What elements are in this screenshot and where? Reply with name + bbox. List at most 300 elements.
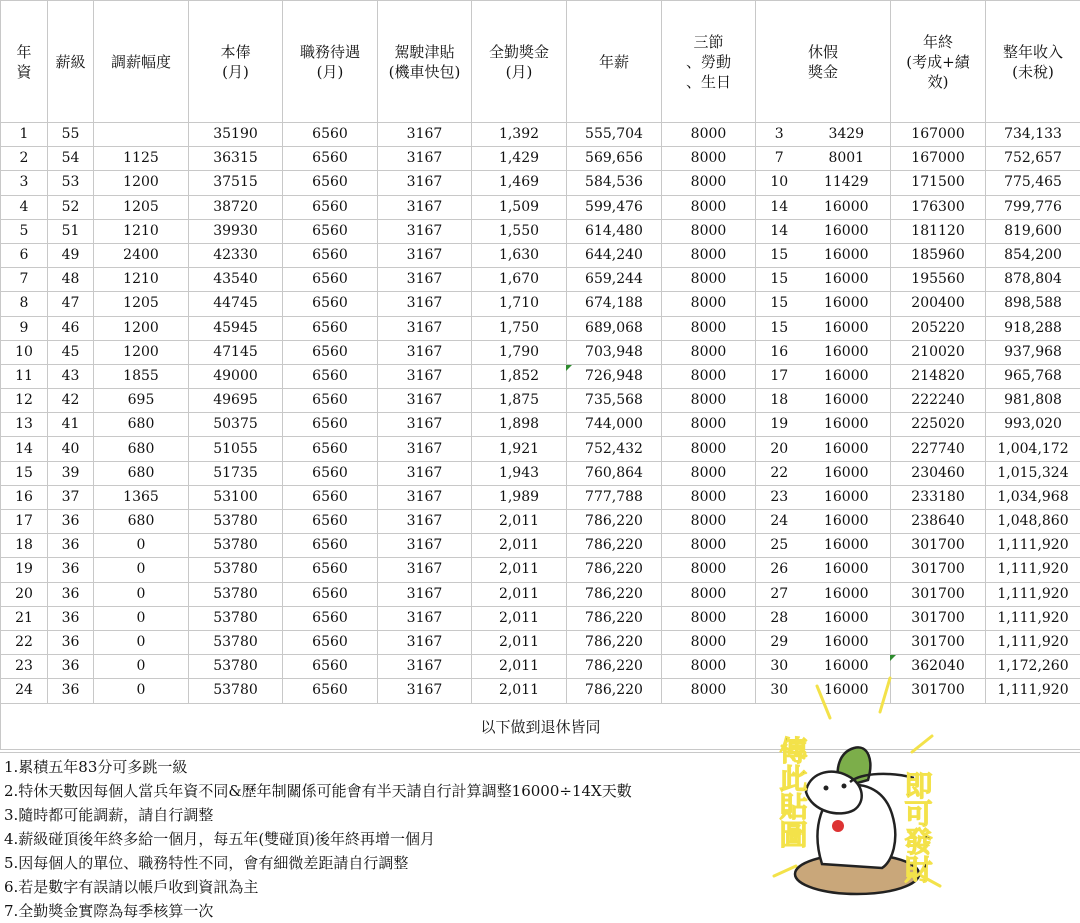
cell-years: 17 <box>1 510 48 534</box>
cell-duty-pay: 6560 <box>283 340 378 364</box>
cell-leave-amount: 8001 <box>803 147 891 171</box>
note-6: 6.若是數字有誤請以帳戶收到資訊為主 <box>4 875 258 899</box>
cell-duty-pay: 6560 <box>283 413 378 437</box>
cell-annual-salary: 726,948 <box>567 364 662 388</box>
cell-leave-amount: 16000 <box>803 195 891 219</box>
cell-base-pay: 53780 <box>189 510 283 534</box>
table-row <box>1 340 1080 364</box>
table-row <box>1 413 1080 437</box>
cell-duty-pay: 6560 <box>283 364 378 388</box>
table-row <box>1 485 1080 509</box>
cell-years: 20 <box>1 582 48 606</box>
cell-raise: 1365 <box>94 485 189 509</box>
cell-holiday-bonus: 8000 <box>662 364 756 388</box>
cell-holiday-bonus: 8000 <box>662 316 756 340</box>
cell-raise: 1200 <box>94 340 189 364</box>
cell-leave-amount: 16000 <box>803 437 891 461</box>
cell-duty-pay: 6560 <box>283 461 378 485</box>
cell-raise: 0 <box>94 630 189 654</box>
table-row <box>1 534 1080 558</box>
comment-marker <box>566 365 572 371</box>
cell-year-end-bonus: 301700 <box>891 582 986 606</box>
cell-base-pay: 51735 <box>189 461 283 485</box>
cell-year-end-bonus: 181120 <box>891 219 986 243</box>
cell-year-end-bonus: 230460 <box>891 461 986 485</box>
cell-base-pay: 53780 <box>189 606 283 630</box>
cell-years: 1 <box>1 123 48 147</box>
cell-holiday-bonus: 8000 <box>662 437 756 461</box>
cell-annual-income: 878,804 <box>986 268 1080 292</box>
cell-year-end-bonus: 301700 <box>891 606 986 630</box>
cell-attendance-bonus: 1,509 <box>472 195 567 219</box>
cell-leave-days: 16 <box>756 340 803 364</box>
cell-grade: 36 <box>48 558 94 582</box>
cell-driving-pay: 3167 <box>378 679 472 703</box>
cell-base-pay: 42330 <box>189 243 283 267</box>
cell-annual-income: 1,172,260 <box>986 655 1080 679</box>
cell-driving-pay: 3167 <box>378 582 472 606</box>
cell-attendance-bonus: 1,790 <box>472 340 567 364</box>
cell-base-pay: 49000 <box>189 364 283 388</box>
cell-grade: 53 <box>48 171 94 195</box>
cell-grade: 54 <box>48 147 94 171</box>
header-raise: 調薪幅度 <box>94 1 189 123</box>
table-row <box>1 123 1080 147</box>
cell-raise: 2400 <box>94 243 189 267</box>
sticker-bow <box>832 820 844 832</box>
cell-annual-income: 1,111,920 <box>986 606 1080 630</box>
cell-driving-pay: 3167 <box>378 123 472 147</box>
cell-raise: 0 <box>94 655 189 679</box>
cell-year-end-bonus: 225020 <box>891 413 986 437</box>
cell-duty-pay: 6560 <box>283 123 378 147</box>
cell-annual-salary: 786,220 <box>567 558 662 582</box>
cell-holiday-bonus: 8000 <box>662 268 756 292</box>
header-duty-pay: 職務待遇 (月) <box>283 1 378 123</box>
table-row <box>1 243 1080 267</box>
cell-annual-salary: 569,656 <box>567 147 662 171</box>
cell-raise: 680 <box>94 510 189 534</box>
cell-attendance-bonus: 1,921 <box>472 437 567 461</box>
cell-years: 7 <box>1 268 48 292</box>
cell-grade: 49 <box>48 243 94 267</box>
cell-leave-amount: 16000 <box>803 268 891 292</box>
cell-attendance-bonus: 1,670 <box>472 268 567 292</box>
cell-annual-salary: 555,704 <box>567 123 662 147</box>
cell-attendance-bonus: 1,429 <box>472 147 567 171</box>
cell-leave-amount: 16000 <box>803 364 891 388</box>
cell-holiday-bonus: 8000 <box>662 558 756 582</box>
cell-leave-amount: 16000 <box>803 582 891 606</box>
cell-holiday-bonus: 8000 <box>662 461 756 485</box>
comment-marker <box>890 655 896 661</box>
cell-leave-days: 25 <box>756 534 803 558</box>
cell-leave-amount: 16000 <box>803 340 891 364</box>
sticker-image <box>762 676 952 922</box>
cell-leave-amount: 16000 <box>803 655 891 679</box>
cell-annual-salary: 786,220 <box>567 630 662 654</box>
cell-driving-pay: 3167 <box>378 195 472 219</box>
cell-annual-salary: 674,188 <box>567 292 662 316</box>
cell-leave-amount: 16000 <box>803 292 891 316</box>
cell-base-pay: 39930 <box>189 219 283 243</box>
cell-driving-pay: 3167 <box>378 461 472 485</box>
cell-leave-days: 23 <box>756 485 803 509</box>
cell-driving-pay: 3167 <box>378 510 472 534</box>
cell-duty-pay: 6560 <box>283 195 378 219</box>
cell-attendance-bonus: 1,630 <box>472 243 567 267</box>
cell-grade: 52 <box>48 195 94 219</box>
cell-years: 16 <box>1 485 48 509</box>
table-row <box>1 606 1080 630</box>
table-row <box>1 630 1080 654</box>
cell-annual-income: 1,111,920 <box>986 582 1080 606</box>
cell-leave-amount: 3429 <box>803 123 891 147</box>
cell-annual-salary: 786,220 <box>567 510 662 534</box>
cell-annual-salary: 703,948 <box>567 340 662 364</box>
cell-leave-days: 3 <box>756 123 803 147</box>
cell-holiday-bonus: 8000 <box>662 655 756 679</box>
cell-years: 24 <box>1 679 48 703</box>
cell-base-pay: 53780 <box>189 558 283 582</box>
cell-driving-pay: 3167 <box>378 655 472 679</box>
cell-base-pay: 53780 <box>189 582 283 606</box>
cell-grade: 45 <box>48 340 94 364</box>
cell-duty-pay: 6560 <box>283 582 378 606</box>
cell-annual-income: 1,004,172 <box>986 437 1080 461</box>
cell-base-pay: 36315 <box>189 147 283 171</box>
cell-duty-pay: 6560 <box>283 510 378 534</box>
cell-leave-days: 10 <box>756 171 803 195</box>
cell-leave-days: 27 <box>756 582 803 606</box>
cell-raise: 0 <box>94 558 189 582</box>
cell-attendance-bonus: 1,392 <box>472 123 567 147</box>
cell-years: 12 <box>1 389 48 413</box>
cell-raise: 695 <box>94 389 189 413</box>
cell-holiday-bonus: 8000 <box>662 340 756 364</box>
cell-base-pay: 37515 <box>189 171 283 195</box>
cell-annual-salary: 786,220 <box>567 655 662 679</box>
cell-attendance-bonus: 2,011 <box>472 655 567 679</box>
cell-years: 14 <box>1 437 48 461</box>
cell-annual-salary: 659,244 <box>567 268 662 292</box>
cell-raise: 0 <box>94 582 189 606</box>
table-row <box>1 195 1080 219</box>
cell-years: 23 <box>1 655 48 679</box>
cell-years: 6 <box>1 243 48 267</box>
cell-annual-income: 1,111,920 <box>986 630 1080 654</box>
note-2: 2.特休天數因每個人當兵年資不同&歷年制關係可能會有半天請自行計算調整16000÷14X天數 <box>4 779 632 803</box>
cell-holiday-bonus: 8000 <box>662 243 756 267</box>
cell-year-end-bonus: 205220 <box>891 316 986 340</box>
cell-holiday-bonus: 8000 <box>662 147 756 171</box>
cell-duty-pay: 6560 <box>283 147 378 171</box>
cell-grade: 51 <box>48 219 94 243</box>
cell-leave-days: 15 <box>756 243 803 267</box>
cell-annual-income: 734,133 <box>986 123 1080 147</box>
cell-annual-salary: 786,220 <box>567 582 662 606</box>
table-row <box>1 437 1080 461</box>
header-attendance-bonus: 全勤獎金 (月) <box>472 1 567 123</box>
cell-annual-salary: 644,240 <box>567 243 662 267</box>
cell-duty-pay: 6560 <box>283 268 378 292</box>
cell-raise: 0 <box>94 606 189 630</box>
cell-raise: 680 <box>94 437 189 461</box>
cell-grade: 43 <box>48 364 94 388</box>
cell-driving-pay: 3167 <box>378 558 472 582</box>
cell-attendance-bonus: 1,750 <box>472 316 567 340</box>
cell-grade: 36 <box>48 606 94 630</box>
cell-years: 9 <box>1 316 48 340</box>
cell-base-pay: 53780 <box>189 630 283 654</box>
cell-driving-pay: 3167 <box>378 316 472 340</box>
cell-attendance-bonus: 1,550 <box>472 219 567 243</box>
sticker-left-text: 傳此貼圖 <box>776 736 809 848</box>
cell-leave-amount: 16000 <box>803 558 891 582</box>
cell-duty-pay: 6560 <box>283 485 378 509</box>
cell-annual-salary: 584,536 <box>567 171 662 195</box>
cell-year-end-bonus: 238640 <box>891 510 986 534</box>
cell-base-pay: 50375 <box>189 413 283 437</box>
cell-leave-amount: 16000 <box>803 461 891 485</box>
cell-base-pay: 53780 <box>189 534 283 558</box>
cell-year-end-bonus: 185960 <box>891 243 986 267</box>
cell-leave-days: 15 <box>756 292 803 316</box>
cell-duty-pay: 6560 <box>283 655 378 679</box>
cell-grade: 37 <box>48 485 94 509</box>
cell-leave-amount: 16000 <box>803 413 891 437</box>
note-7: 7.全勤獎金實際為每季核算一次 <box>4 899 213 923</box>
cell-grade: 36 <box>48 630 94 654</box>
cell-year-end-bonus: 195560 <box>891 268 986 292</box>
cell-driving-pay: 3167 <box>378 147 472 171</box>
cell-leave-amount: 16000 <box>803 243 891 267</box>
cell-year-end-bonus: 301700 <box>891 534 986 558</box>
cell-attendance-bonus: 2,011 <box>472 606 567 630</box>
cell-grade: 39 <box>48 461 94 485</box>
cell-leave-days: 7 <box>756 147 803 171</box>
header-years: 年 資 <box>1 1 48 123</box>
cell-leave-days: 30 <box>756 679 803 703</box>
cell-years: 8 <box>1 292 48 316</box>
cell-annual-salary: 689,068 <box>567 316 662 340</box>
cell-base-pay: 47145 <box>189 340 283 364</box>
cell-holiday-bonus: 8000 <box>662 679 756 703</box>
cell-base-pay: 38720 <box>189 195 283 219</box>
table-row <box>1 292 1080 316</box>
cell-driving-pay: 3167 <box>378 413 472 437</box>
header-year-end-bonus: 年終 (考成+績 效) <box>891 1 986 123</box>
table-row <box>1 582 1080 606</box>
cell-years: 13 <box>1 413 48 437</box>
cell-attendance-bonus: 2,011 <box>472 534 567 558</box>
cell-duty-pay: 6560 <box>283 389 378 413</box>
cell-duty-pay: 6560 <box>283 606 378 630</box>
cell-driving-pay: 3167 <box>378 364 472 388</box>
cell-years: 2 <box>1 147 48 171</box>
cell-driving-pay: 3167 <box>378 485 472 509</box>
cell-grade: 48 <box>48 268 94 292</box>
cell-raise: 1200 <box>94 171 189 195</box>
cell-year-end-bonus: 210020 <box>891 340 986 364</box>
note-1: 1.累積五年83分可多跳一級 <box>4 755 187 779</box>
cell-attendance-bonus: 1,469 <box>472 171 567 195</box>
cell-driving-pay: 3167 <box>378 630 472 654</box>
cell-year-end-bonus: 167000 <box>891 147 986 171</box>
cell-duty-pay: 6560 <box>283 243 378 267</box>
cell-annual-salary: 786,220 <box>567 679 662 703</box>
cell-attendance-bonus: 2,011 <box>472 510 567 534</box>
cell-driving-pay: 3167 <box>378 268 472 292</box>
cell-leave-amount: 16000 <box>803 219 891 243</box>
cell-annual-salary: 777,788 <box>567 485 662 509</box>
cell-annual-income: 981,808 <box>986 389 1080 413</box>
cell-base-pay: 45945 <box>189 316 283 340</box>
cell-year-end-bonus: 200400 <box>891 292 986 316</box>
cell-annual-salary: 786,220 <box>567 606 662 630</box>
table-row <box>1 364 1080 388</box>
cell-raise: 1205 <box>94 292 189 316</box>
cell-annual-income: 993,020 <box>986 413 1080 437</box>
cell-annual-income: 965,768 <box>986 364 1080 388</box>
cell-holiday-bonus: 8000 <box>662 582 756 606</box>
table-row <box>1 147 1080 171</box>
table-row <box>1 461 1080 485</box>
cell-annual-income: 819,600 <box>986 219 1080 243</box>
header-annual-income: 整年收入 (未稅) <box>986 1 1080 123</box>
cell-leave-days: 22 <box>756 461 803 485</box>
cell-year-end-bonus: 167000 <box>891 123 986 147</box>
cell-duty-pay: 6560 <box>283 171 378 195</box>
cell-attendance-bonus: 2,011 <box>472 582 567 606</box>
cell-years: 5 <box>1 219 48 243</box>
cell-raise: 1210 <box>94 219 189 243</box>
cell-holiday-bonus: 8000 <box>662 219 756 243</box>
cell-holiday-bonus: 8000 <box>662 171 756 195</box>
cell-duty-pay: 6560 <box>283 437 378 461</box>
table-row <box>1 268 1080 292</box>
cell-grade: 55 <box>48 123 94 147</box>
header-leave-bonus: 休假 獎金 <box>756 1 891 123</box>
cell-raise: 1125 <box>94 147 189 171</box>
cell-base-pay: 43540 <box>189 268 283 292</box>
cell-annual-income: 898,588 <box>986 292 1080 316</box>
cell-year-end-bonus: 301700 <box>891 679 986 703</box>
table-row <box>1 558 1080 582</box>
cell-driving-pay: 3167 <box>378 437 472 461</box>
cell-year-end-bonus: 233180 <box>891 485 986 509</box>
header-holiday-bonus: 三節 、勞動 、生日 <box>662 1 756 123</box>
table-row <box>1 510 1080 534</box>
cell-leave-days: 26 <box>756 558 803 582</box>
header-annual-salary: 年薪 <box>567 1 662 123</box>
cell-years: 22 <box>1 630 48 654</box>
cell-annual-salary: 614,480 <box>567 219 662 243</box>
cell-attendance-bonus: 2,011 <box>472 679 567 703</box>
cell-driving-pay: 3167 <box>378 340 472 364</box>
cell-holiday-bonus: 8000 <box>662 630 756 654</box>
cell-year-end-bonus: 214820 <box>891 364 986 388</box>
cell-base-pay: 53100 <box>189 485 283 509</box>
cell-leave-amount: 16000 <box>803 510 891 534</box>
cell-holiday-bonus: 8000 <box>662 195 756 219</box>
cell-grade: 42 <box>48 389 94 413</box>
cell-year-end-bonus: 301700 <box>891 558 986 582</box>
cell-duty-pay: 6560 <box>283 316 378 340</box>
cell-attendance-bonus: 1,710 <box>472 292 567 316</box>
cell-attendance-bonus: 1,875 <box>472 389 567 413</box>
cell-annual-income: 1,111,920 <box>986 534 1080 558</box>
cell-annual-salary: 744,000 <box>567 413 662 437</box>
cell-years: 18 <box>1 534 48 558</box>
cell-attendance-bonus: 1,943 <box>472 461 567 485</box>
cell-raise: 1200 <box>94 316 189 340</box>
cell-years: 4 <box>1 195 48 219</box>
cell-driving-pay: 3167 <box>378 243 472 267</box>
cell-annual-income: 752,657 <box>986 147 1080 171</box>
cell-raise: 680 <box>94 413 189 437</box>
cell-base-pay: 53780 <box>189 655 283 679</box>
cell-year-end-bonus: 222240 <box>891 389 986 413</box>
cell-leave-amount: 11429 <box>803 171 891 195</box>
cell-attendance-bonus: 1,852 <box>472 364 567 388</box>
cell-years: 19 <box>1 558 48 582</box>
cell-leave-days: 15 <box>756 316 803 340</box>
cell-leave-amount: 16000 <box>803 316 891 340</box>
cell-years: 15 <box>1 461 48 485</box>
cell-year-end-bonus: 301700 <box>891 630 986 654</box>
cell-annual-salary: 760,864 <box>567 461 662 485</box>
cell-annual-income: 775,465 <box>986 171 1080 195</box>
cell-annual-income: 854,200 <box>986 243 1080 267</box>
cell-grade: 40 <box>48 437 94 461</box>
cell-raise: 1210 <box>94 268 189 292</box>
cell-years: 3 <box>1 171 48 195</box>
cell-duty-pay: 6560 <box>283 219 378 243</box>
table-row <box>1 219 1080 243</box>
cell-leave-days: 28 <box>756 606 803 630</box>
cell-grade: 46 <box>48 316 94 340</box>
header-base-pay: 本俸 (月) <box>189 1 283 123</box>
cell-leave-amount: 16000 <box>803 630 891 654</box>
cell-year-end-bonus: 176300 <box>891 195 986 219</box>
cell-attendance-bonus: 2,011 <box>472 558 567 582</box>
table-row <box>1 389 1080 413</box>
cell-annual-income: 1,048,860 <box>986 510 1080 534</box>
sticker-right-text: 即可發財 <box>901 771 934 883</box>
cell-years: 10 <box>1 340 48 364</box>
cell-raise: 0 <box>94 679 189 703</box>
cell-raise: 0 <box>94 534 189 558</box>
cell-annual-income: 1,015,324 <box>986 461 1080 485</box>
cell-raise <box>94 123 189 147</box>
cell-grade: 36 <box>48 510 94 534</box>
cell-attendance-bonus: 2,011 <box>472 630 567 654</box>
cell-leave-days: 15 <box>756 268 803 292</box>
cell-holiday-bonus: 8000 <box>662 606 756 630</box>
cell-annual-income: 918,288 <box>986 316 1080 340</box>
cell-base-pay: 53780 <box>189 679 283 703</box>
cell-leave-days: 29 <box>756 630 803 654</box>
cell-grade: 36 <box>48 679 94 703</box>
cell-raise: 1855 <box>94 364 189 388</box>
cell-holiday-bonus: 8000 <box>662 123 756 147</box>
cell-leave-days: 18 <box>756 389 803 413</box>
cell-annual-salary: 752,432 <box>567 437 662 461</box>
cell-holiday-bonus: 8000 <box>662 485 756 509</box>
cell-leave-days: 19 <box>756 413 803 437</box>
cell-annual-income: 1,034,968 <box>986 485 1080 509</box>
